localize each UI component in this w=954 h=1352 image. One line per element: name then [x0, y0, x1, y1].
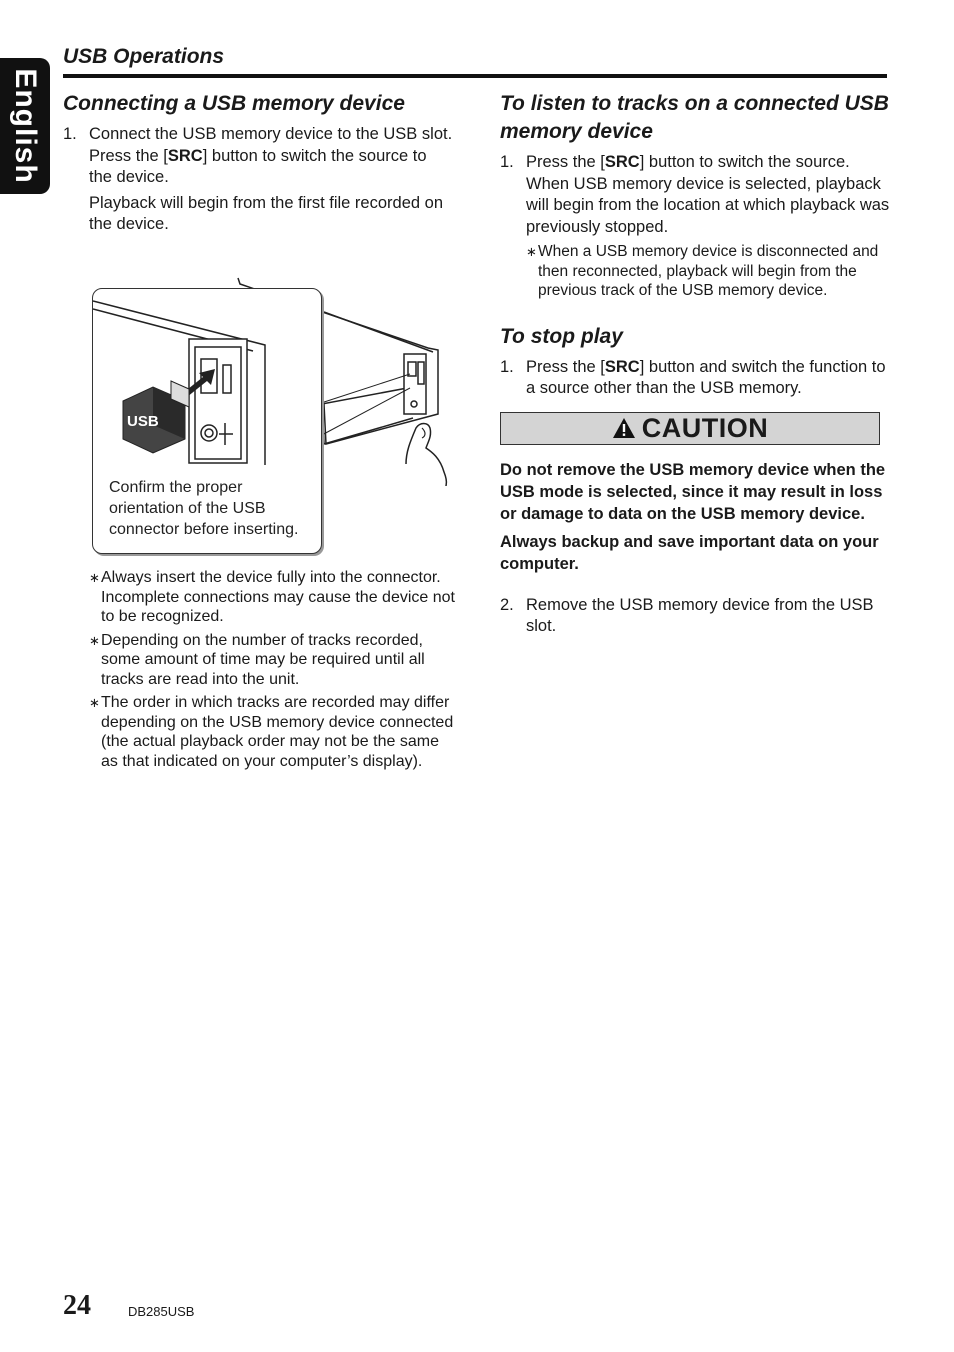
step-number: 1.: [500, 357, 514, 376]
warning-triangle-icon: [612, 417, 636, 439]
listen-heading: To listen to tracks on a connected USB memory device: [500, 92, 889, 143]
usb-stick-label: USB: [127, 413, 159, 430]
note-item: [63, 631, 455, 690]
step-text-b: ] button to switch the source. When USB memory device is selected, playback will begin from the location at which playback was previously stopped.: [526, 153, 890, 236]
stop-step-1: [500, 357, 890, 400]
usb-insertion-figure: [88, 276, 453, 558]
step-number: 2.: [500, 595, 514, 614]
note-text: Depending on the number of tracks recorded, some amount of time may be required until all tracks are read into the unit.: [101, 631, 425, 688]
left-column: [63, 90, 453, 236]
section-title: USB Operations: [63, 45, 225, 68]
orientation-callout: [92, 288, 322, 554]
src-key: SRC: [167, 146, 203, 165]
step-number: 1.: [500, 153, 514, 171]
right-column: [500, 90, 890, 638]
step-text-a: Press the [: [526, 357, 605, 376]
step-text-b: ] button to switch the source to the device.: [89, 146, 427, 186]
note-item: [63, 693, 455, 771]
page-number: 24: [63, 1290, 91, 1321]
asterisk-icon: ∗: [526, 244, 537, 259]
note-text: Always insert the device fully into the connector. Incomplete connections may cause the device not to be recognized.: [101, 569, 455, 625]
usb-slot-closeup: [93, 289, 321, 469]
connect-step-1: [63, 124, 453, 189]
note-text: When a USB memory device is disconnected and then reconnected, playback will begin from the previous track of the USB memory device.: [538, 243, 879, 299]
caution-text-1: Do not remove the USB memory device when the USB mode is selected, since it may result in loss or damage to data on the USB memory device.: [500, 460, 886, 523]
section-rule: [63, 74, 887, 78]
stop-step-2: [500, 595, 890, 638]
step-text-b: ] button and switch the function to a source other than the USB memory.: [526, 357, 886, 397]
step-number: 1.: [63, 125, 77, 143]
asterisk-icon: ∗: [89, 570, 100, 585]
note-item: [63, 568, 455, 627]
asterisk-icon: ∗: [89, 632, 100, 648]
connecting-heading: Connecting a USB memory device: [63, 92, 405, 115]
note-text: The order in which tracks are recorded may differ depending on the USB memory device connected (the actual playback order may not be the same as that indicated on your computer’s display).: [101, 694, 454, 770]
connection-notes: [63, 568, 455, 775]
caution-banner: [500, 412, 880, 445]
connect-step-1-detail: Playback will begin from the first file recorded on the device.: [89, 193, 443, 233]
model-name: DB285USB: [128, 1304, 195, 1319]
caution-label: CAUTION: [641, 412, 769, 443]
src-key: SRC: [604, 153, 640, 171]
stop-heading: To stop play: [500, 324, 623, 348]
language-tab-label: English: [9, 68, 42, 184]
step-text-a: Press the [: [526, 153, 605, 171]
callout-text: Confirm the proper orientation of the USB connector before inserting.: [109, 479, 299, 538]
src-key: SRC: [604, 357, 640, 376]
caution-text-2: Always backup and save important data on your computer.: [500, 532, 879, 573]
asterisk-icon: ∗: [89, 695, 100, 710]
listen-step-1: [500, 152, 890, 238]
step-text: Remove the USB memory device from the USB slot.: [526, 595, 874, 635]
language-tab: [0, 58, 50, 194]
step-text-a: Connect the USB memory device to the USB slot. Press the [: [89, 125, 453, 165]
listen-note: [500, 242, 890, 301]
